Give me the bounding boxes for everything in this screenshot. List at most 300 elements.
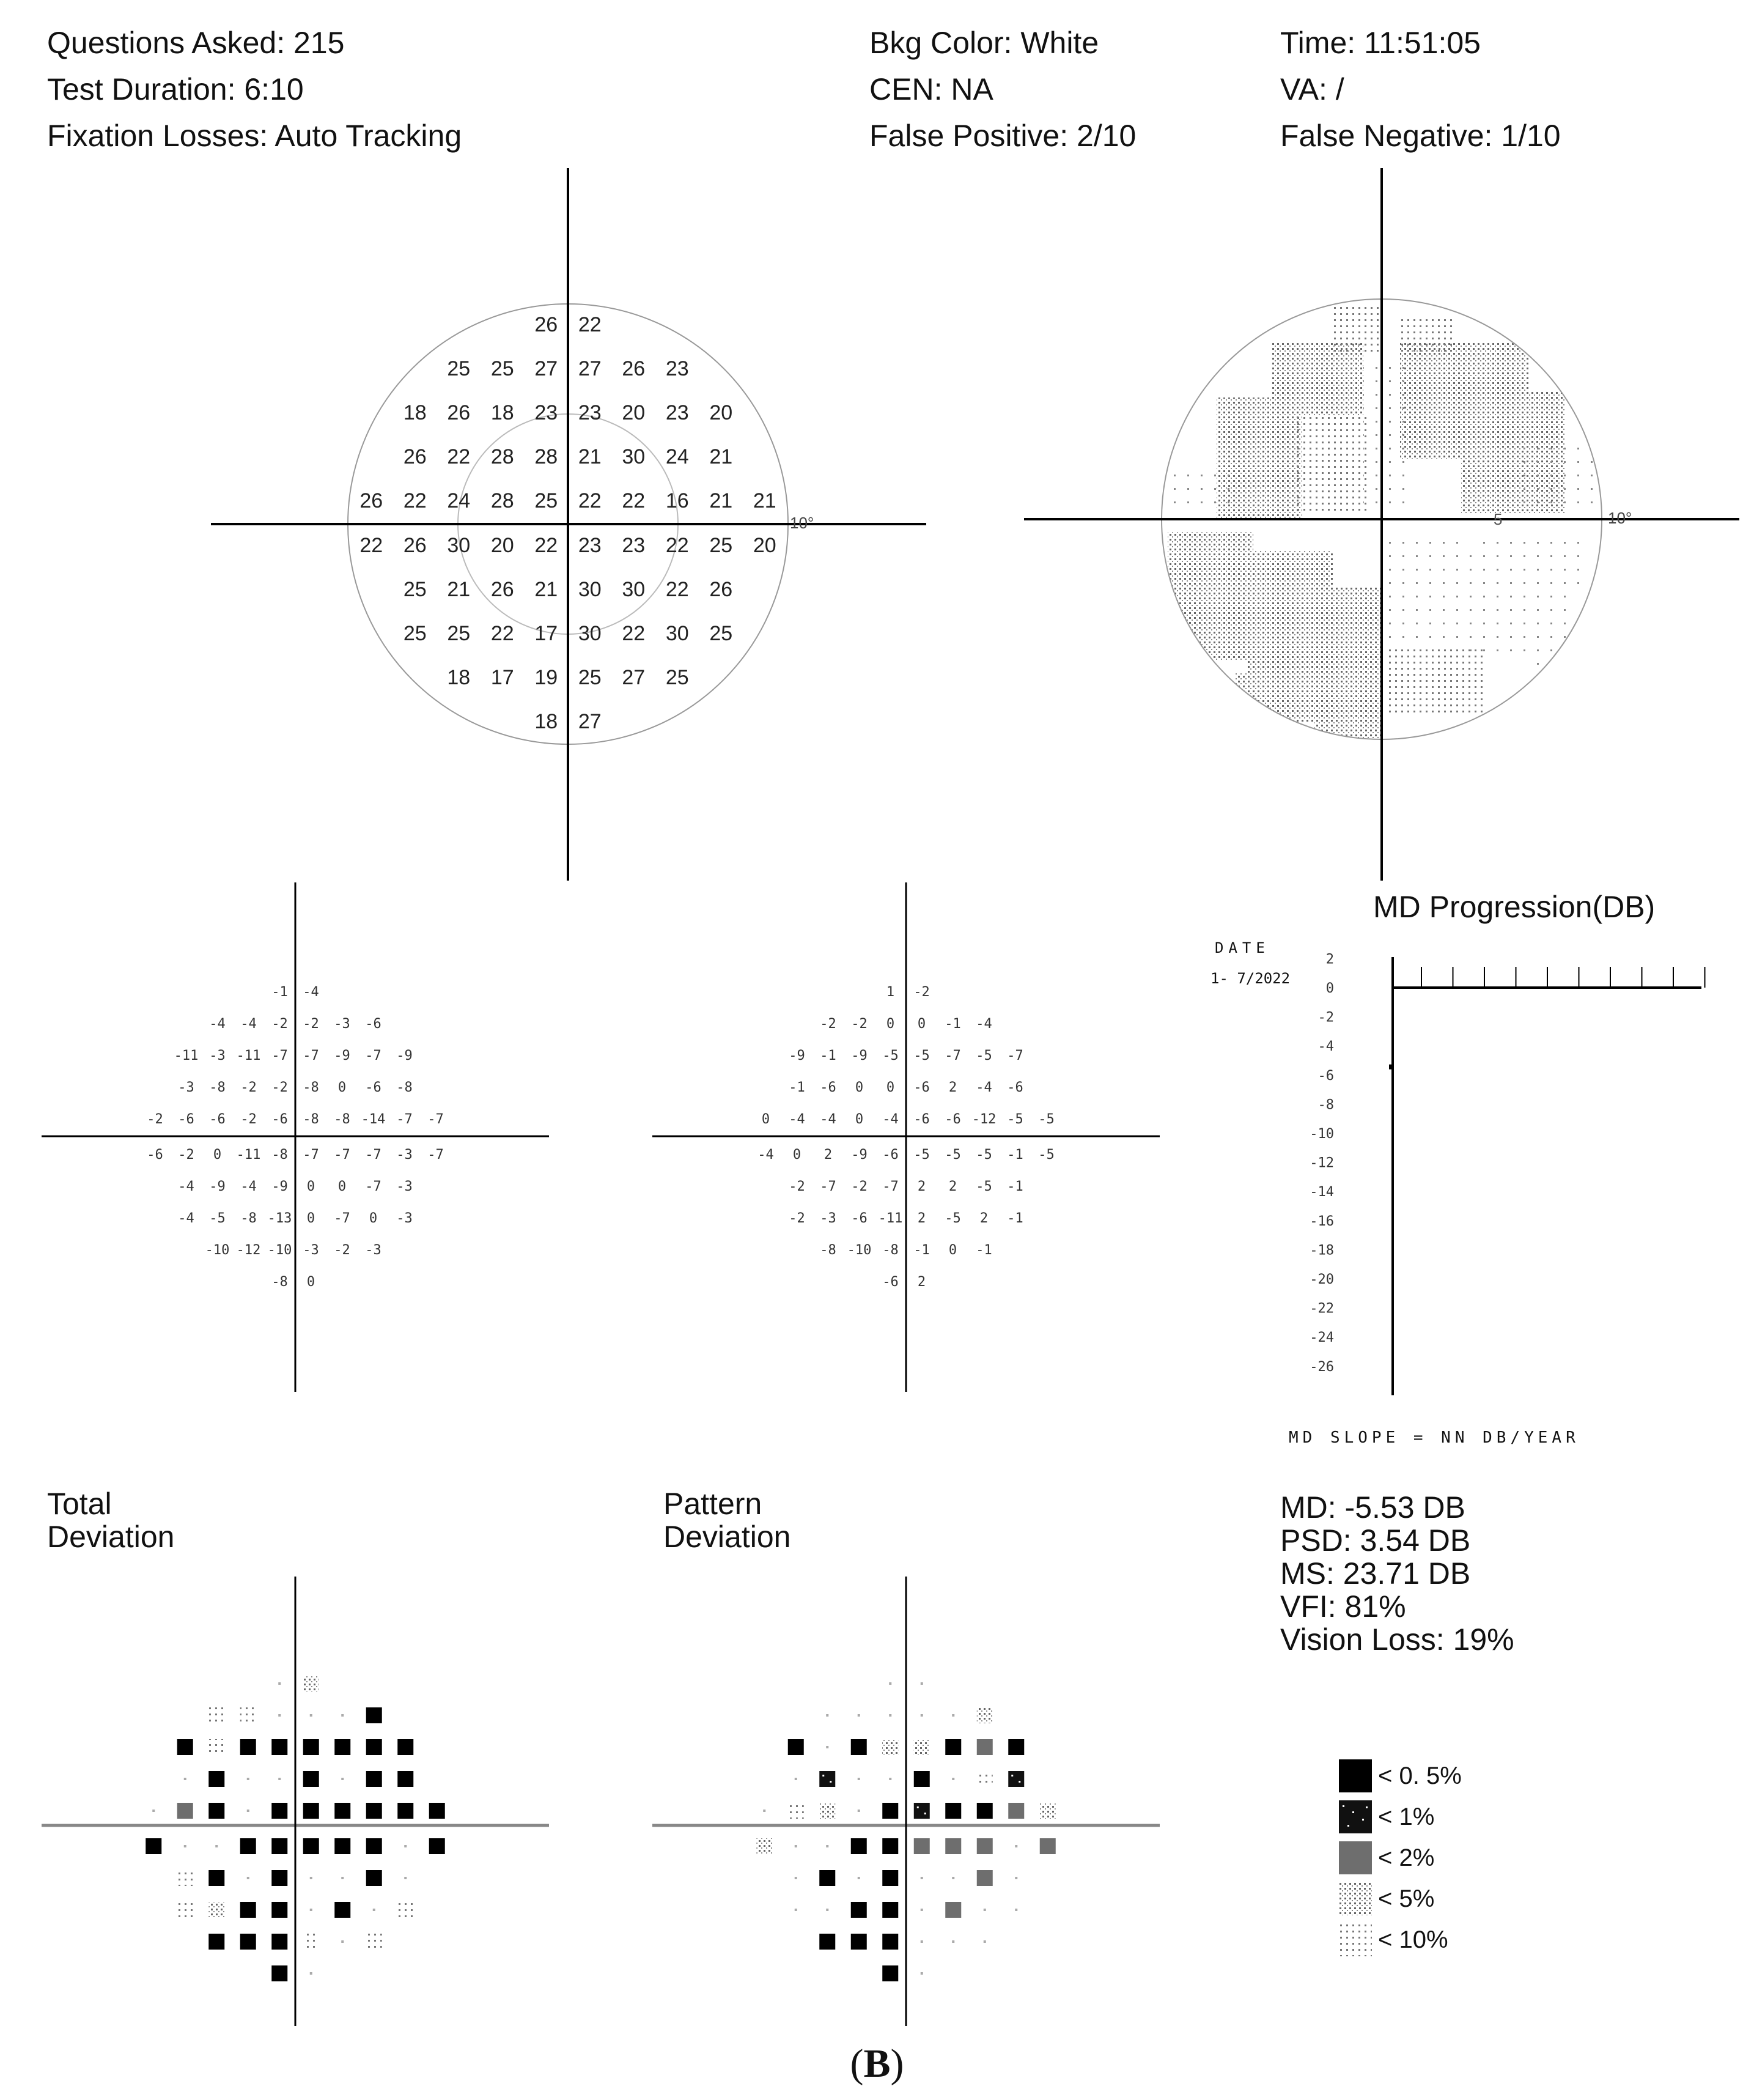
pattern-deviation-value: -6	[945, 1112, 961, 1127]
pattern-deviation-value: 2	[917, 1274, 926, 1290]
pattern-deviation-value: -6	[913, 1112, 930, 1127]
pattern-deviation-prob-symbol-0-5	[882, 1902, 898, 1918]
false-negative: False Negative: 1/10	[1280, 119, 1561, 153]
pattern-deviation-prob-symbol-2	[945, 1902, 961, 1918]
md-date-label: DATE	[1215, 939, 1270, 956]
pattern-deviation-value: -1	[1007, 1179, 1023, 1194]
grayscale-inner-label: 5	[1494, 510, 1503, 528]
threshold-value: 25	[578, 666, 602, 689]
pattern-deviation-prob-symbol-0-5	[851, 1838, 867, 1854]
total-deviation-value: -1	[271, 985, 288, 1000]
threshold-value: 21	[578, 445, 602, 468]
legend-label-0-5: < 0. 5%	[1378, 1762, 1462, 1789]
threshold-value: 19	[534, 666, 558, 689]
threshold-value: 30	[578, 578, 602, 601]
pattern-deviation-value: -4	[820, 1112, 836, 1127]
pattern-deviation-prob-normal-dot	[921, 1714, 923, 1717]
total-deviation-value: -6	[209, 1112, 226, 1127]
total-deviation-value: -11	[174, 1048, 199, 1063]
pattern-deviation-prob-symbol-10	[788, 1803, 804, 1819]
pattern-deviation-prob-normal-dot	[795, 1877, 797, 1879]
total-deviation-value: -2	[240, 1112, 257, 1127]
pattern-deviation-prob-symbol-2	[1008, 1803, 1024, 1819]
pattern-deviation-label-line2: Deviation	[663, 1520, 791, 1554]
threshold-value: 30	[622, 578, 646, 601]
pattern-deviation-prob-symbol-0-5	[914, 1771, 930, 1787]
threshold-value: 23	[665, 401, 689, 424]
pattern-deviation-value: -7	[820, 1179, 836, 1194]
pattern-deviation-value: 0	[886, 1080, 895, 1095]
total-deviation-value: -4	[240, 1016, 257, 1032]
total-deviation-value: -2	[334, 1243, 350, 1258]
pattern-deviation-prob-symbol-2	[945, 1838, 961, 1854]
pattern-deviation-prob-symbol-0-5	[1008, 1739, 1024, 1755]
total-deviation-value: 0	[306, 1211, 315, 1226]
pattern-deviation-value: 2	[917, 1211, 926, 1226]
total-deviation-value: 0	[306, 1274, 315, 1290]
pattern-deviation-value: -2	[851, 1179, 868, 1194]
panel-letter-open: (	[850, 2041, 864, 2086]
pattern-deviation-prob-symbol-2	[914, 1838, 930, 1854]
total-deviation-value: -4	[209, 1016, 226, 1032]
threshold-value: 26	[709, 578, 733, 601]
summary-stats	[1280, 1491, 1514, 1656]
total-deviation-value: 0	[337, 1179, 347, 1194]
vfi-value: VFI: 81%	[1280, 1589, 1406, 1624]
threshold-value: 24	[447, 489, 471, 512]
pattern-deviation-value: -1	[820, 1048, 836, 1063]
pattern-deviation-value: -4	[882, 1112, 899, 1127]
pattern-deviation-prob-normal-dot	[858, 1778, 860, 1780]
panel-letter-b: B	[863, 2041, 891, 2086]
pattern-deviation-prob-symbol-1-speck	[830, 1781, 831, 1783]
pattern-deviation-value: -6	[913, 1080, 930, 1095]
threshold-value: 18	[447, 666, 471, 689]
total-deviation-value: -8	[271, 1274, 288, 1290]
total-deviation-value: -8	[209, 1080, 226, 1095]
pattern-deviation-prob-normal-dot	[952, 1877, 954, 1879]
pattern-deviation-label-line1: Pattern	[663, 1487, 762, 1521]
total-deviation-value: -5	[209, 1211, 226, 1226]
total-deviation-value: -7	[427, 1147, 444, 1163]
threshold-value: 20	[490, 534, 514, 557]
pattern-deviation-prob-normal-dot	[889, 1778, 891, 1780]
pattern-deviation-value: -5	[882, 1048, 899, 1063]
ms-value: MS: 23.71 DB	[1280, 1556, 1471, 1591]
threshold-value: 22	[578, 489, 602, 512]
test-duration: Test Duration: 6:10	[47, 72, 304, 106]
pattern-deviation-prob-normal-dot	[984, 1909, 986, 1911]
pattern-deviation-value: -6	[1007, 1080, 1023, 1095]
pattern-deviation-prob-symbol-5	[914, 1739, 930, 1755]
pattern-deviation-value: 0	[855, 1112, 864, 1127]
pattern-deviation-value: 0	[948, 1243, 957, 1258]
md-y-tick-label: -18	[1310, 1243, 1334, 1259]
pattern-deviation-prob-normal-dot	[889, 1682, 891, 1685]
threshold-value: 24	[665, 445, 689, 468]
total-deviation-label-line2: Deviation	[47, 1520, 175, 1554]
total-deviation-value: 0	[369, 1211, 378, 1226]
pattern-deviation-value: -2	[913, 985, 930, 1000]
threshold-value: 20	[622, 401, 646, 424]
threshold-value: 22	[534, 534, 558, 557]
pattern-deviation-value: -1	[976, 1243, 992, 1258]
total-deviation-value: -7	[427, 1112, 444, 1127]
pattern-deviation-value: -2	[789, 1211, 805, 1226]
total-deviation-value: -3	[334, 1016, 350, 1032]
threshold-value: 17	[534, 622, 558, 645]
total-deviation-value: -8	[303, 1080, 319, 1095]
pattern-deviation-value: -5	[1038, 1112, 1055, 1127]
degree-label: 10°	[790, 514, 814, 532]
pattern-deviation-value: 2	[824, 1147, 833, 1163]
pattern-deviation-prob-symbol-0-5	[819, 1934, 835, 1950]
pattern-deviation-value: 0	[792, 1147, 801, 1163]
pattern-deviation-prob-normal-dot	[795, 1909, 797, 1911]
pattern-deviation-value: 0	[917, 1016, 926, 1032]
pattern-deviation-value: -7	[945, 1048, 961, 1063]
pattern-deviation-value: 2	[979, 1211, 989, 1226]
total-deviation-value: -8	[303, 1112, 319, 1127]
threshold-value: 27	[578, 710, 602, 733]
pattern-deviation-value: -9	[851, 1147, 868, 1163]
pattern-deviation-value: 0	[761, 1112, 770, 1127]
legend-swatch-1	[1339, 1800, 1372, 1833]
threshold-value: 26	[359, 489, 383, 512]
panel-letter-close: )	[890, 2041, 904, 2086]
md-y-tick-label: -20	[1310, 1272, 1334, 1287]
total-deviation-value: -3	[396, 1147, 413, 1163]
pattern-deviation-value: -5	[976, 1147, 992, 1163]
threshold-value: 25	[490, 357, 514, 380]
md-y-tick-label: -26	[1310, 1359, 1334, 1375]
pattern-deviation-prob-normal-dot	[1015, 1877, 1017, 1879]
md-date-value: 1- 7/2022	[1210, 970, 1291, 987]
pattern-deviation-prob-symbol-5	[977, 1707, 993, 1723]
panel-letter	[0, 2041, 1754, 2087]
threshold-value: 18	[534, 710, 558, 733]
false-positive: False Positive: 2/10	[869, 119, 1137, 153]
va: VA: /	[1280, 72, 1344, 106]
pattern-deviation-value: 2	[948, 1179, 957, 1194]
total-deviation-value: -3	[209, 1048, 226, 1063]
total-deviation-value: -6	[271, 1112, 288, 1127]
total-deviation-value: -9	[209, 1179, 226, 1194]
pattern-deviation-prob-symbol-0-5	[882, 1838, 898, 1854]
legend-label-10: < 10%	[1378, 1926, 1448, 1953]
time: Time: 11:51:05	[1280, 26, 1481, 60]
threshold-value: 27	[534, 357, 558, 380]
pattern-deviation-prob-normal-dot	[921, 1940, 923, 1943]
threshold-value: 21	[753, 489, 776, 512]
pattern-deviation-prob-symbol-0-5	[851, 1739, 867, 1755]
md-y-tick-label: -8	[1317, 1097, 1334, 1113]
pattern-deviation-prob-normal-dot	[826, 1714, 828, 1717]
pattern-deviation-prob-symbol-0-5	[977, 1803, 993, 1819]
pattern-deviation-prob-symbol-0-5	[788, 1739, 804, 1755]
pattern-deviation-value: -1	[913, 1243, 930, 1258]
pattern-deviation-prob-symbol-0-5	[882, 1934, 898, 1950]
total-deviation-value: -3	[303, 1243, 319, 1258]
threshold-value: 30	[447, 534, 471, 557]
md-y-tick-label: -4	[1317, 1039, 1334, 1055]
threshold-value: 28	[490, 445, 514, 468]
pattern-deviation-prob-symbol-0-5	[882, 1965, 898, 1981]
cen: CEN: NA	[869, 72, 993, 106]
threshold-value: 16	[665, 489, 689, 512]
threshold-value: 22	[622, 622, 646, 645]
total-deviation-value: -7	[334, 1147, 350, 1163]
pattern-deviation-prob-symbol-0-5	[882, 1870, 898, 1886]
threshold-value: 21	[447, 578, 471, 601]
md-y-tick-label: -14	[1310, 1185, 1334, 1200]
pattern-deviation-value: -5	[913, 1048, 930, 1063]
threshold-value: 23	[665, 357, 689, 380]
md-y-tick-label: -10	[1310, 1126, 1334, 1142]
total-deviation-value: -13	[267, 1211, 292, 1226]
total-deviation-value: -4	[303, 985, 319, 1000]
total-deviation-value: 0	[306, 1179, 315, 1194]
pattern-deviation-value: 2	[948, 1080, 957, 1095]
legend-swatch-10	[1339, 1923, 1372, 1956]
pattern-deviation-prob-symbol-5	[756, 1838, 772, 1854]
total-deviation-value: -7	[303, 1048, 319, 1063]
pattern-deviation-value: -9	[851, 1048, 868, 1063]
total-deviation-value: -2	[240, 1080, 257, 1095]
threshold-value: 18	[490, 401, 514, 424]
threshold-value: 25	[709, 534, 733, 557]
pattern-deviation-prob-symbol-2	[977, 1838, 993, 1854]
total-deviation-value: -9	[271, 1179, 288, 1194]
total-deviation-value: -7	[365, 1048, 381, 1063]
total-deviation-value: -12	[236, 1243, 261, 1258]
total-deviation-value: -9	[396, 1048, 413, 1063]
legend-label-2: < 2%	[1378, 1844, 1435, 1871]
threshold-value: 23	[578, 401, 602, 424]
psd-value: PSD: 3.54 DB	[1280, 1523, 1471, 1558]
total-deviation-value: -9	[334, 1048, 350, 1063]
pattern-deviation-value: -5	[913, 1147, 930, 1163]
threshold-value: 28	[490, 489, 514, 512]
fixation-losses: Fixation Losses: Auto Tracking	[47, 119, 462, 153]
pattern-deviation-prob-symbol-0-5	[882, 1803, 898, 1819]
threshold-value: 20	[709, 401, 733, 424]
total-deviation-value: -7	[396, 1112, 413, 1127]
pattern-deviation-prob-symbol-2	[977, 1870, 993, 1886]
md-y-tick-label: 2	[1325, 952, 1334, 967]
pattern-deviation-prob-symbol-0-5	[851, 1902, 867, 1918]
total-deviation-value: -8	[396, 1080, 413, 1095]
pattern-deviation-value: -2	[789, 1179, 805, 1194]
pattern-deviation-prob-symbol-2	[1040, 1838, 1056, 1854]
pattern-deviation-value: -2	[851, 1016, 868, 1032]
pattern-deviation-value: -4	[976, 1016, 992, 1032]
pattern-deviation-prob-symbol-2	[977, 1739, 993, 1755]
pattern-deviation-value: -7	[882, 1179, 899, 1194]
threshold-value: 26	[447, 401, 471, 424]
pattern-deviation-prob-normal-dot	[921, 1877, 923, 1879]
threshold-value: 25	[403, 578, 427, 601]
total-deviation-value: -7	[303, 1147, 319, 1163]
pattern-deviation-value: -6	[882, 1147, 899, 1163]
pattern-deviation-prob-symbol-1-speck	[924, 1813, 926, 1814]
md-value: MD: -5.53 DB	[1280, 1490, 1465, 1525]
threshold-value: 26	[490, 578, 514, 601]
total-deviation-value: -8	[334, 1112, 350, 1127]
threshold-value: 26	[403, 445, 427, 468]
threshold-value: 30	[622, 445, 646, 468]
grayscale-degree-label: 10°	[1608, 509, 1632, 527]
threshold-value: 22	[490, 622, 514, 645]
total-deviation-value: -14	[361, 1112, 386, 1127]
legend-row-0-5	[1339, 1759, 1462, 1793]
pattern-deviation-value: -12	[971, 1112, 997, 1127]
pattern-deviation-prob-symbol-10	[977, 1771, 993, 1787]
pattern-deviation-value: -5	[945, 1211, 961, 1226]
threshold-value: 23	[534, 401, 558, 424]
pattern-deviation-prob-normal-dot	[795, 1845, 797, 1847]
total-deviation-value: -3	[396, 1179, 413, 1194]
total-deviation-value: -6	[178, 1112, 194, 1127]
pattern-deviation-prob-normal-dot	[826, 1845, 828, 1847]
pattern-deviation-prob-symbol-1-speck	[1011, 1775, 1013, 1776]
total-deviation-value: -3	[365, 1243, 381, 1258]
threshold-value: 25	[665, 666, 689, 689]
total-deviation-value: -10	[205, 1243, 230, 1258]
threshold-value: 28	[534, 445, 558, 468]
pattern-deviation-value: -4	[757, 1147, 774, 1163]
total-deviation-value: -6	[147, 1147, 163, 1163]
total-deviation-value: -10	[267, 1243, 292, 1258]
md-y-tick-label: -6	[1317, 1068, 1334, 1084]
legend-swatch-2	[1339, 1841, 1372, 1874]
threshold-value: 22	[665, 578, 689, 601]
pattern-deviation-prob-normal-dot	[763, 1810, 765, 1812]
pattern-deviation-value: -5	[976, 1179, 992, 1194]
pattern-deviation-prob-symbol-1	[819, 1771, 835, 1787]
total-deviation-value: -2	[303, 1016, 319, 1032]
total-deviation-value: -7	[271, 1048, 288, 1063]
total-deviation-value: -4	[240, 1179, 257, 1194]
total-deviation-label-line1: Total	[47, 1487, 112, 1521]
total-deviation-value: -2	[271, 1016, 288, 1032]
legend-row-5	[1339, 1882, 1434, 1916]
md-y-tick-label: -2	[1317, 1010, 1334, 1026]
pattern-deviation-value: -1	[789, 1080, 805, 1095]
total-deviation-value: -8	[271, 1147, 288, 1163]
total-deviation-value: -2	[178, 1147, 194, 1163]
legend-label-1: < 1%	[1378, 1803, 1435, 1830]
threshold-value: 27	[622, 666, 646, 689]
pattern-deviation-prob-normal-dot	[1015, 1909, 1017, 1911]
pattern-deviation-value: -6	[851, 1211, 868, 1226]
total-deviation-value: -3	[178, 1080, 194, 1095]
threshold-value: 22	[359, 534, 383, 557]
total-deviation-value: -4	[178, 1211, 194, 1226]
pattern-deviation-prob-symbol-0-5	[945, 1739, 961, 1755]
total-deviation-value: -8	[240, 1211, 257, 1226]
pattern-deviation-prob-symbol-5	[1040, 1803, 1056, 1819]
pattern-deviation-value: -6	[882, 1274, 899, 1290]
pattern-deviation-prob-normal-dot	[826, 1746, 828, 1748]
pattern-deviation-value: -5	[945, 1147, 961, 1163]
threshold-value: 22	[665, 534, 689, 557]
total-deviation-value: -4	[178, 1179, 194, 1194]
pattern-deviation-value: -11	[878, 1211, 903, 1226]
pattern-deviation-prob-symbol-1-speck	[1019, 1781, 1020, 1783]
pattern-deviation-value: -8	[882, 1243, 899, 1258]
md-y-tick-label: -16	[1310, 1213, 1334, 1229]
total-deviation-value: -6	[365, 1080, 381, 1095]
threshold-value: 18	[403, 401, 427, 424]
threshold-value: 21	[709, 445, 733, 468]
total-deviation-value: 0	[337, 1080, 347, 1095]
pattern-deviation-prob-normal-dot	[858, 1877, 860, 1879]
threshold-value: 23	[622, 534, 646, 557]
md-y-tick-label: -12	[1310, 1155, 1334, 1171]
threshold-value: 25	[709, 622, 733, 645]
threshold-value: 30	[665, 622, 689, 645]
pattern-deviation-prob-normal-dot	[889, 1714, 891, 1717]
legend-swatch-5	[1339, 1882, 1372, 1915]
md-y-tick-label: -22	[1310, 1301, 1334, 1317]
pattern-deviation-prob-normal-dot	[952, 1714, 954, 1717]
threshold-value: 25	[534, 489, 558, 512]
pattern-deviation-value: -4	[976, 1080, 992, 1095]
total-deviation-value: -3	[396, 1211, 413, 1226]
threshold-value: 22	[622, 489, 646, 512]
md-progression-title: MD Progression(DB)	[1373, 890, 1656, 924]
threshold-value: 23	[578, 534, 602, 557]
vision-loss-value: Vision Loss: 19%	[1280, 1622, 1514, 1657]
pattern-deviation-prob-symbol-0-5	[851, 1934, 867, 1950]
questions-asked: Questions Asked: 215	[47, 26, 345, 60]
total-deviation-value: -6	[365, 1016, 381, 1032]
legend-row-2	[1339, 1841, 1434, 1875]
pattern-deviation-prob-symbol-0-5	[945, 1803, 961, 1819]
threshold-value: 26	[622, 357, 646, 380]
md-y-tick-label: -24	[1310, 1330, 1334, 1346]
pattern-deviation-prob-normal-dot	[984, 1940, 986, 1943]
legend-row-10	[1339, 1923, 1448, 1957]
total-deviation-value: -7	[365, 1179, 381, 1194]
pattern-deviation-prob-normal-dot	[952, 1778, 954, 1780]
total-deviation-value: -7	[334, 1211, 350, 1226]
threshold-value: 25	[403, 622, 427, 645]
pattern-deviation-prob-symbol-1-speck	[822, 1775, 824, 1776]
pattern-deviation-value: 2	[917, 1179, 926, 1194]
threshold-value: 21	[709, 489, 733, 512]
threshold-value: 22	[447, 445, 471, 468]
threshold-value: 20	[753, 534, 776, 557]
pattern-deviation-value: -1	[945, 1016, 961, 1032]
threshold-value: 22	[403, 489, 427, 512]
pattern-deviation-prob-normal-dot	[921, 1682, 923, 1685]
pattern-deviation-value: 0	[855, 1080, 864, 1095]
total-deviation-value: -11	[236, 1048, 261, 1063]
pattern-deviation-value: -1	[1007, 1147, 1023, 1163]
total-deviation-value: -11	[236, 1147, 261, 1163]
pattern-deviation-prob-normal-dot	[826, 1909, 828, 1911]
pattern-deviation-value: -3	[820, 1211, 836, 1226]
threshold-value: 17	[490, 666, 514, 689]
total-deviation-value: -7	[365, 1147, 381, 1163]
md-slope: MD SLOPE = NN DB/YEAR	[1289, 1429, 1580, 1447]
pattern-deviation-prob-normal-dot	[921, 1972, 923, 1975]
pattern-deviation-prob-normal-dot	[795, 1778, 797, 1780]
pattern-deviation-prob-normal-dot	[921, 1909, 923, 1911]
threshold-value: 30	[578, 622, 602, 645]
